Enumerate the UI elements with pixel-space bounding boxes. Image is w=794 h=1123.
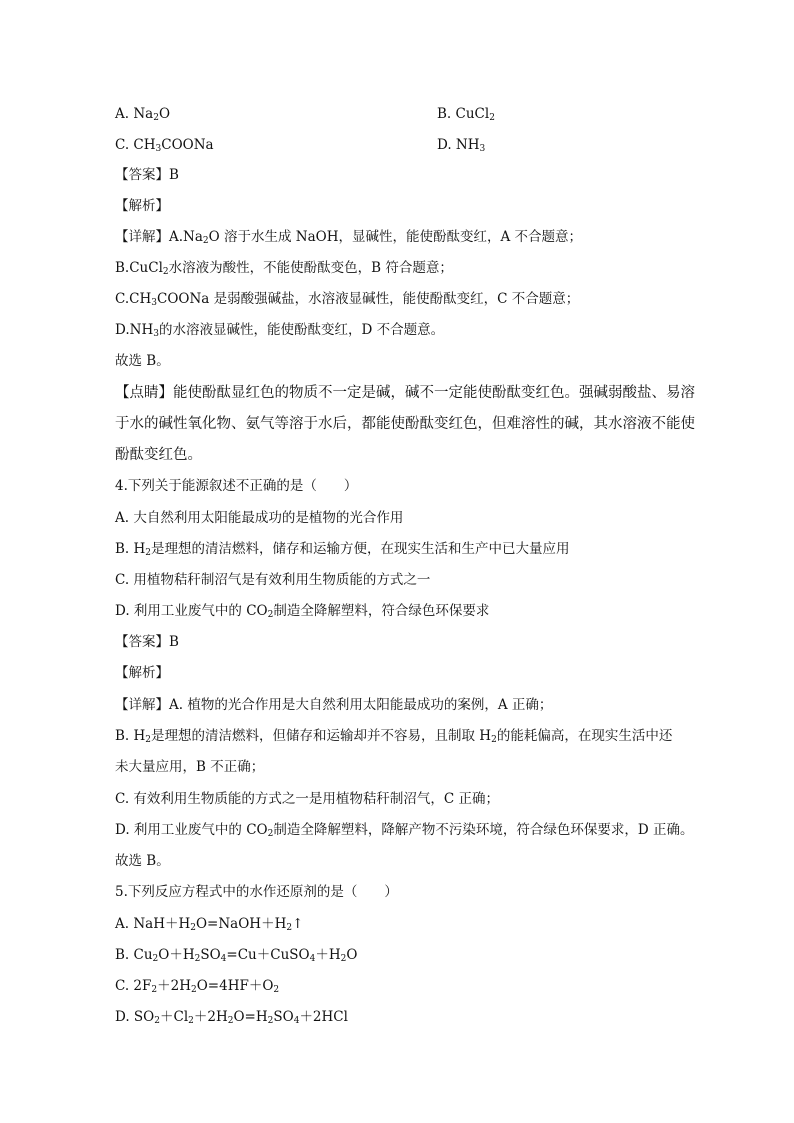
q4-stem: 4.下列关于能源叙述不正确的是（ ） — [115, 478, 358, 494]
q3-tip-line-2: 于水的碱性氧化物、氨气等溶于水后，都能使酚酞变红色，但难溶性的碱，其水溶液不能使 — [115, 416, 695, 432]
q4-conclusion: 故选 B。 — [115, 853, 170, 869]
q4-detail-a: 【详解】A. 植物的光合作用是大自然利用太阳能最成功的案例，A 正确； — [115, 697, 553, 713]
q4-detail-c: C. 有效利用生物质能的方式之一是用植物秸秆制沼气，C 正确； — [115, 791, 500, 807]
q3-conclusion: 故选 B。 — [115, 353, 170, 369]
q4-option-c: C. 用植物秸秆制沼气是有效利用生物质能的方式之一 — [115, 572, 431, 588]
q5-option-a: A. $NaH+H_2O=NaOH+H_2↑$ — [115, 916, 304, 933]
q3-option-b: B. CuCl$_2$ — [437, 106, 495, 123]
q3-detail-b: B.CuCl$_2$水溶液为酸性，不能使酚酞变色，B 符合题意； — [115, 260, 453, 277]
q3-detail-a: 【详解】$A.Na_2O$ 溶于水生成 NaOH，显碱性，能使酚酞变红，A 不合题意； — [115, 229, 583, 246]
q3-option-c: C. $CH_3COONa$ — [115, 137, 214, 154]
q3-tip-line-1: 【点睛】能使酚酞显红色的物质不一定是碱，碱不一定能使酚酞变红色。强碱弱酸盐、易溶 — [115, 385, 695, 401]
q4-option-d: D. 利用工业废气中的 $CO_2$制造全降解塑料，符合绿色环保要求 — [115, 603, 490, 620]
q4-answer: 【答案】B — [115, 634, 179, 650]
q5-stem: 5.下列反应方程式中的水作还原剂的是（ ） — [115, 884, 398, 900]
q5-option-d: D. $SO_2+Cl_2+2H_2O=H_2SO_4+2HCl$ — [115, 1009, 348, 1026]
q4-option-b: B. $H_2$是理想的清洁燃料，储存和运输方便，在现实生活和生产中已大量应用 — [115, 541, 570, 558]
q3-answer: 【答案】B — [115, 167, 179, 183]
q4-detail-b-cont: 未大量应用，B 不正确； — [115, 759, 265, 775]
q5-option-c: C. $2F_2+2H_2O=4HF+O_2$ — [115, 978, 280, 995]
q5-option-b: B. $Cu_2O+H_2SO_4=Cu+CuSO_4+H_2O$ — [115, 947, 358, 964]
q4-option-a: A. 大自然利用太阳能最成功的是植物的光合作用 — [115, 510, 404, 526]
q4-detail-d: D. 利用工业废气中的 $CO_2$制造全降解塑料，降解产物不污染环境，符合绿色环保要求，D 正确。 — [115, 822, 694, 839]
q3-detail-c: $C.CH_3COONa$ 是弱酸强碱盐，水溶液显碱性，能使酚酞变红，C 不合题意； — [115, 291, 580, 308]
q4-detail-b: B. $H_2$是理想的清洁燃料，但储存和运输却并不容易，且制取 $H_2$的能耗偏高，在现实生活中还 — [115, 728, 673, 745]
q3-tip-line-3: 酚酞变红色。 — [115, 447, 202, 463]
q3-option-a: A. $Na_2O$ — [115, 106, 171, 123]
q3-detail-d: $D.NH_3$的水溶液显碱性，能使酚酞变红，D 不合题意。 — [115, 322, 445, 339]
q3-analysis-heading: 【解析】 — [115, 198, 169, 214]
q3-option-d: D. $NH_3$ — [437, 137, 486, 154]
q4-analysis-heading: 【解析】 — [115, 665, 169, 681]
